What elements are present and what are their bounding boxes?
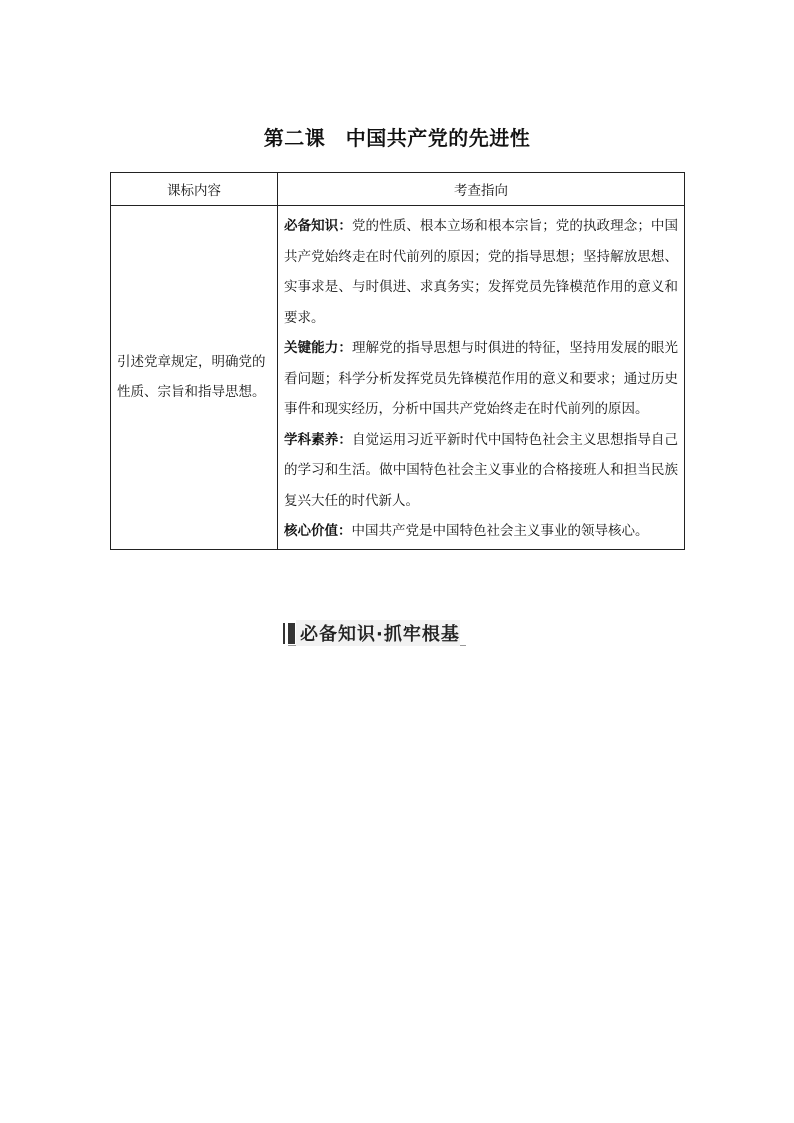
section-label: 核心价值： xyxy=(284,523,352,539)
banner-title: 必备知识·抓牢根基 xyxy=(296,620,460,646)
header-exam-focus: 考查指向 xyxy=(278,173,685,206)
section-text: 党的性质、根本立场和根本宗旨；党的执政理念；中国共产党始终走在时代前列的原因；党的指导思想；坚持解放思想、实事求是、与时俱进、求真务实；发挥党员先锋模范作用的意义和要求。 xyxy=(284,218,679,326)
section-essential-knowledge xyxy=(284,211,678,333)
curriculum-content-cell: 引述党章规定，明确党的性质、宗旨和指导思想。 xyxy=(111,206,278,550)
section-text: 自觉运用习近平新时代中国特色社会主义思想指导自己的学习和生活。做中国特色社会主义事业的合格接班人和担当民族复兴大任的时代新人。 xyxy=(284,431,679,509)
table-header-row xyxy=(111,173,685,206)
section-banner xyxy=(288,621,466,646)
section-key-abilities xyxy=(284,333,678,425)
exam-focus-cell xyxy=(278,206,685,550)
page-title: 第二课 中国共产党的先进性 xyxy=(263,126,531,150)
banner-bar-icon xyxy=(288,623,295,644)
section-text: 中国共产党是中国特色社会主义事业的领导核心。 xyxy=(351,523,649,539)
table-row xyxy=(111,206,685,550)
section-label: 学科素养： xyxy=(284,431,352,448)
curriculum-table xyxy=(110,172,685,550)
header-curriculum-content: 课标内容 xyxy=(111,173,278,206)
section-label: 关键能力： xyxy=(284,340,352,356)
section-subject-literacy xyxy=(284,425,678,517)
section-text: 理解党的指导思想与时俱进的特征，坚持用发展的眼光看问题；科学分析发挥党员先锋模范作用的意义和要求；通过历史事件和现实经历，分析中国共产党始终走在时代前列的原因。 xyxy=(284,340,679,417)
section-core-values xyxy=(284,516,678,547)
section-label: 必备知识： xyxy=(284,218,352,234)
